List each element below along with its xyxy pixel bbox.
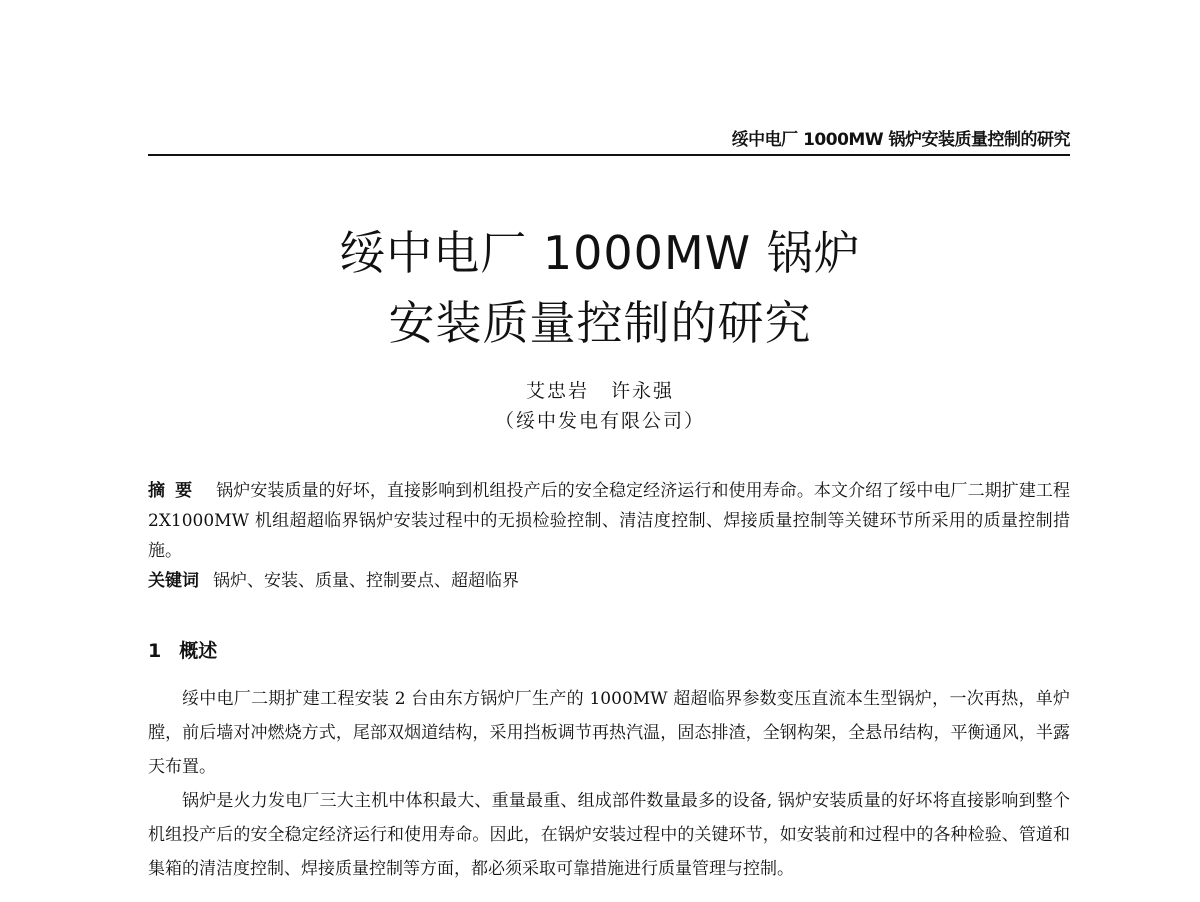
affiliation: （绥中发电有限公司） [494,410,705,432]
paragraph: 锅炉是火力发电厂三大主机中体积最大、重量最重、组成部件数量最多的设备, 锅炉安装质量的好坏将直接影响到整个机组投产后的安全稳定经济运行和使用寿命。因此，在锅炉安装过程中的关键环节，如安装前和过程中的各种检验、管道和集箱的清洁度控制、焊接质量控制等方面，都必须采取可靠措施进行质量管理与控制。 [148,791,1070,879]
abstract-label: 摘要 [148,481,203,501]
keywords-text: 锅炉、安装、质量、控制要点、超超临界 [213,571,519,591]
title-line-2: 安装质量控制的研究 [388,296,812,350]
abstract-block [148,476,1070,596]
section-heading [148,636,217,663]
title-line-1: 绥中电厂 1000MW 锅炉 [339,226,861,280]
section-number: 1 [148,640,162,662]
paragraph: 绥中电厂二期扩建工程安装 2 台由东方锅炉厂生产的 1000MW 超超临界参数变压直流本生型锅炉，一次再热，单炉膛，前后墙对冲燃烧方式，尾部双烟道结构，采用挡板调节再热汽温，固态排渣，全钢构架，全悬吊结构，平衡通风，半露天布置。 [148,689,1070,777]
abstract-text: 锅炉安装质量的好坏，直接影响到机组投产后的安全稳定经济运行和使用寿命。本文介绍了绥中电厂二期扩建工程 2X1000MW 机组超超临界锅炉安装过程中的无损检验控制、清洁度控制、焊接质量控制等关键环节所采用的质量控制措施。 [148,481,1071,561]
section-body [148,682,1070,886]
running-header: 绥中电厂 1000MW 锅炉安装质量控制的研究 [731,130,1070,150]
keywords-label: 关键词 [148,571,199,591]
authors: 艾忠岩 许永强 [525,380,675,402]
abstract [148,476,1070,566]
header-rule [148,154,1070,156]
section-title: 概述 [179,640,218,662]
keywords [148,566,1070,596]
